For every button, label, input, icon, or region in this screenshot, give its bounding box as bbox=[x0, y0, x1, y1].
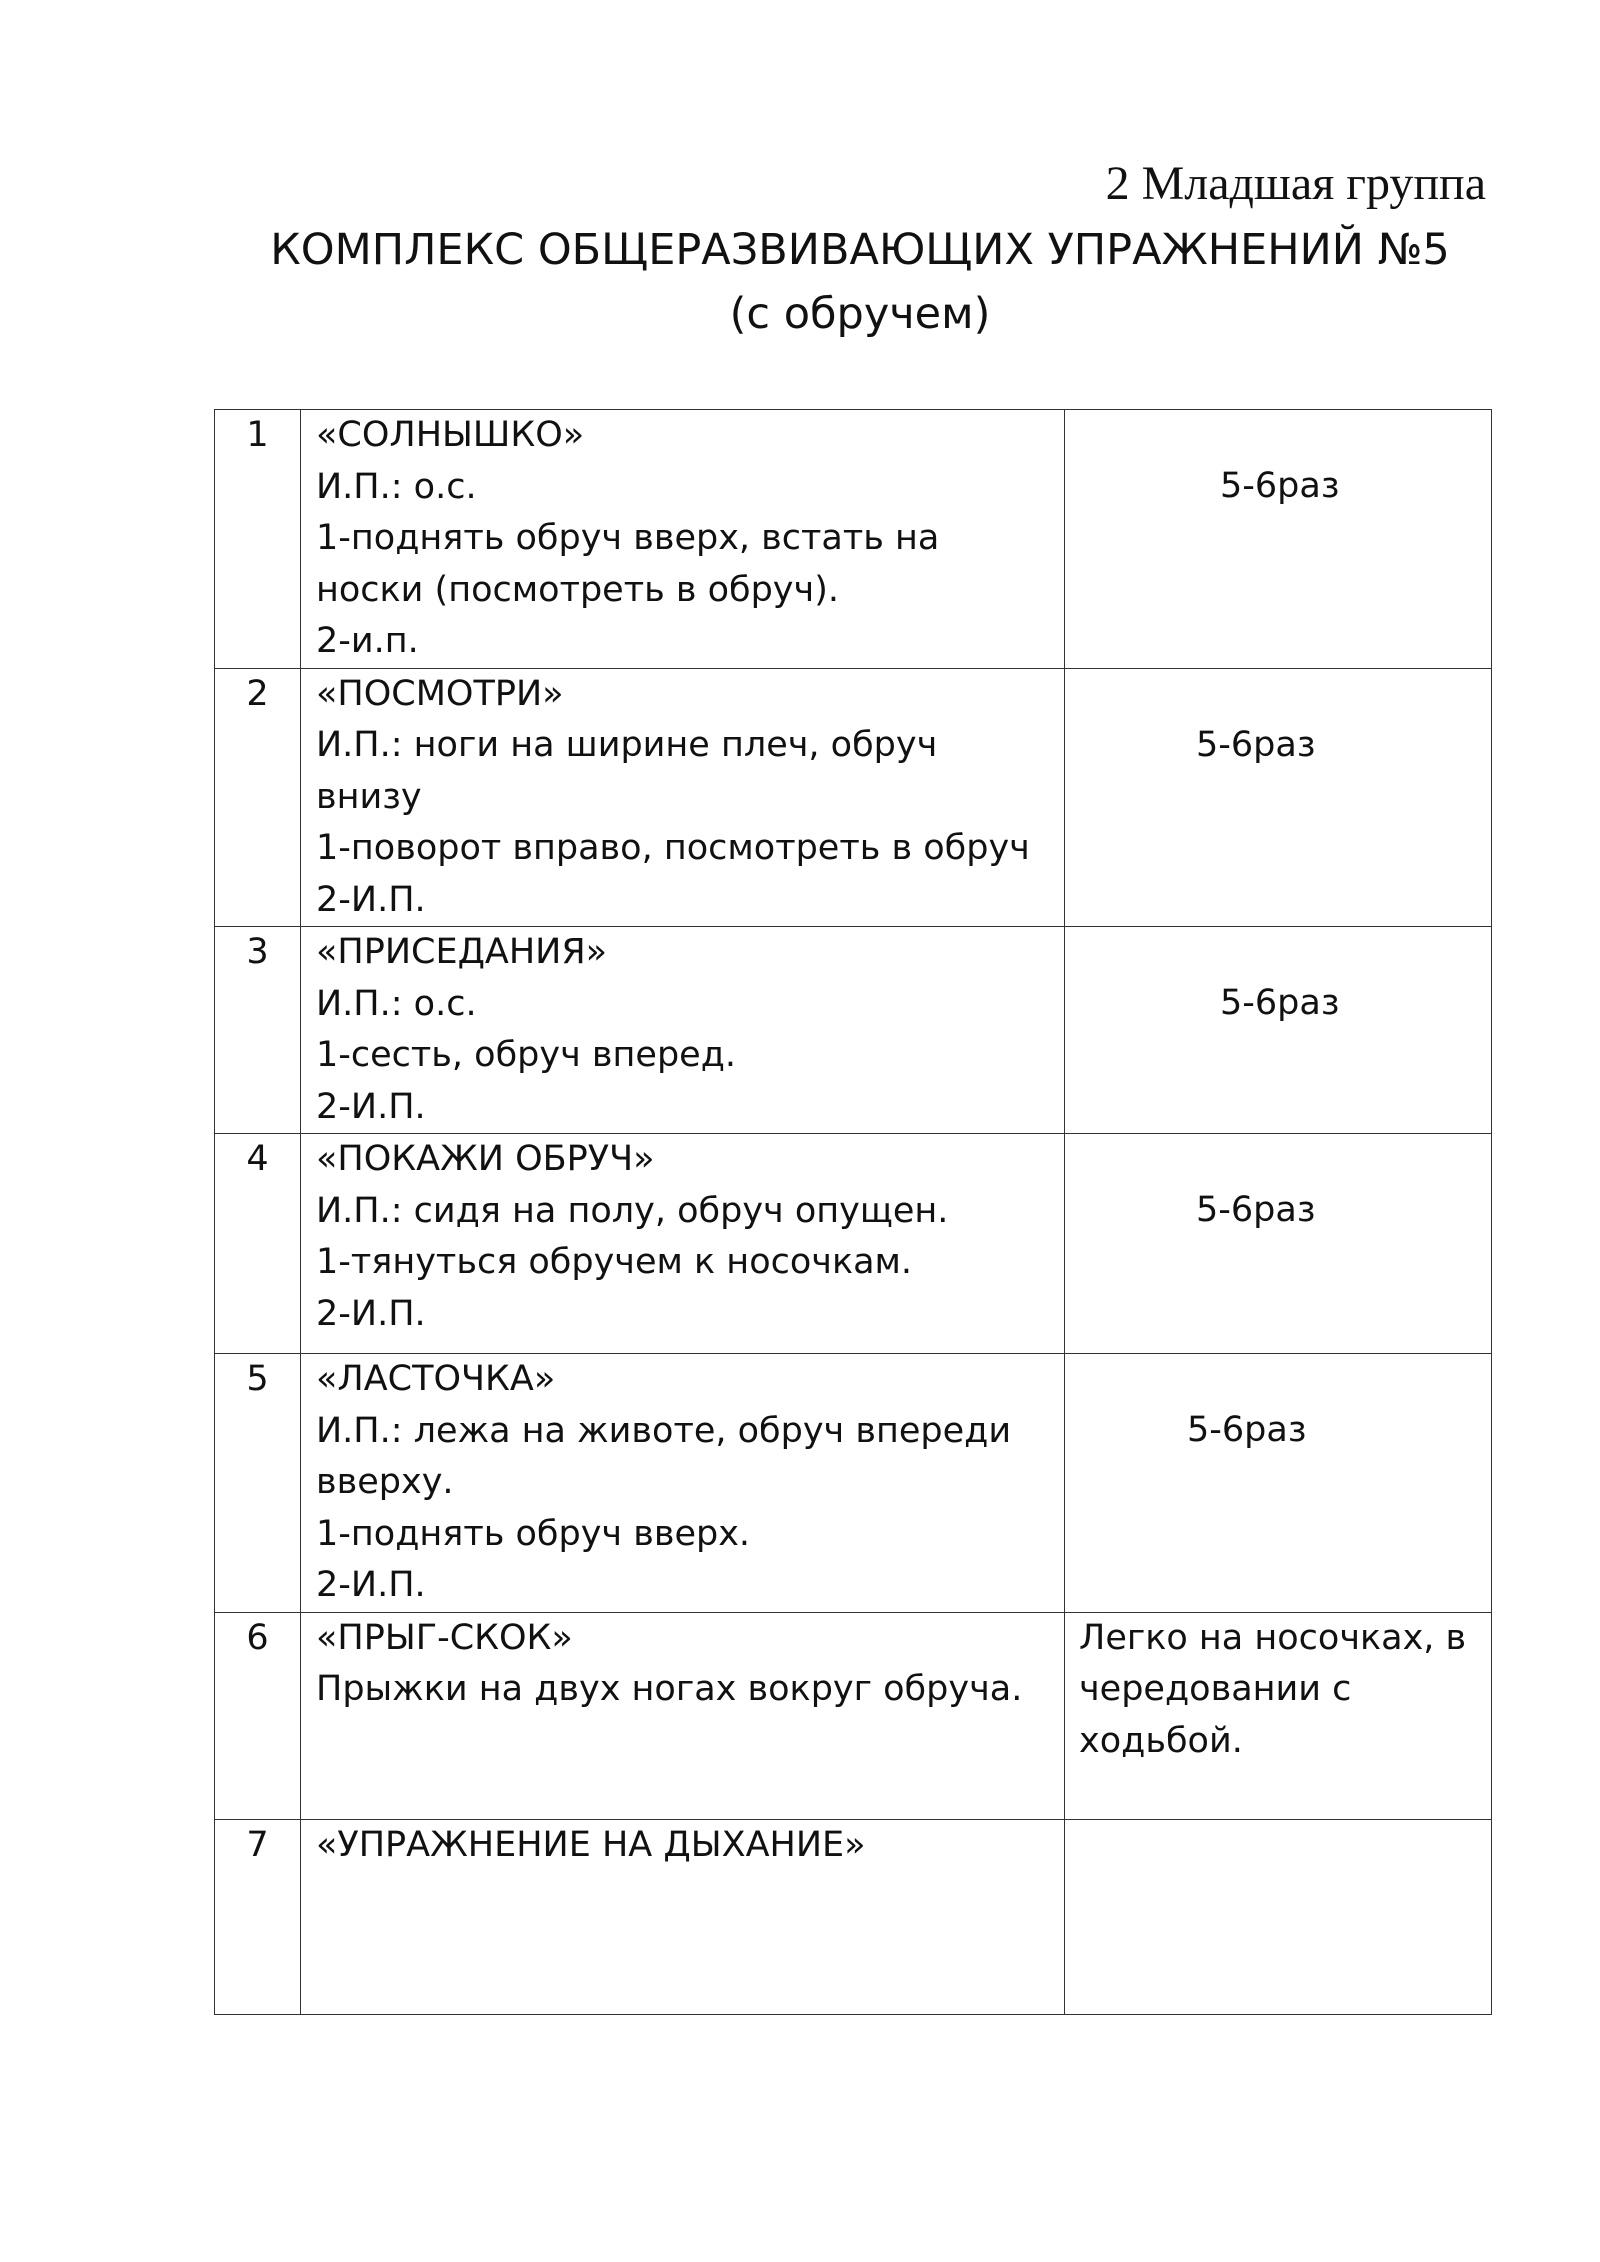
exercise-line: И.П.: ноги на ширине плеч, обруч bbox=[316, 725, 938, 765]
exercise-number: 5 bbox=[215, 1354, 301, 1613]
exercise-number: 1 bbox=[215, 410, 301, 669]
exercise-description bbox=[301, 927, 1065, 1134]
table-row bbox=[215, 927, 1492, 1134]
exercise-line: 2-И.П. bbox=[316, 1565, 426, 1605]
exercise-line: 1-тянуться обручем к носочкам. bbox=[316, 1242, 913, 1282]
exercise-line: Прыжки на двух ногах вокруг обруча. bbox=[316, 1669, 1023, 1709]
exercise-line: 2-И.П. bbox=[316, 1086, 426, 1127]
dose-line: чередовании с bbox=[1079, 1669, 1352, 1709]
dose-text: 5-6раз bbox=[1220, 466, 1340, 506]
exercise-line: 1-поднять обруч вверх. bbox=[316, 1513, 751, 1554]
dose-text bbox=[1065, 1613, 1491, 1768]
dose-text: 5-6раз bbox=[1220, 983, 1340, 1023]
dose-line: Легко на носочках, в bbox=[1079, 1617, 1467, 1658]
table-row bbox=[215, 1354, 1492, 1613]
exercise-description bbox=[301, 1819, 1065, 2014]
exercise-title: «ПОКАЖИ ОБРУЧ» bbox=[316, 1139, 655, 1179]
table-row bbox=[215, 1819, 1492, 2014]
exercise-line: 1-поднять обруч вверх, встать на bbox=[316, 518, 940, 558]
exercise-line: 2-И.П. bbox=[316, 1293, 426, 1334]
table-row bbox=[215, 1134, 1492, 1354]
exercise-title: «ПРИСЕДАНИЯ» bbox=[316, 932, 608, 972]
exercise-title: «УПРАЖНЕНИЕ НА ДЫХАНИЕ» bbox=[316, 1824, 866, 1865]
dose-line: ходьбой. bbox=[1079, 1720, 1243, 1761]
exercise-line: 1-сесть, обруч вперед. bbox=[316, 1035, 737, 1075]
exercise-dose bbox=[1065, 1354, 1492, 1613]
exercise-description bbox=[301, 1134, 1065, 1354]
exercise-table bbox=[214, 409, 1492, 2015]
exercise-description bbox=[301, 668, 1065, 927]
exercise-number: 7 bbox=[215, 1819, 301, 2014]
table-row bbox=[215, 668, 1492, 927]
table-row bbox=[215, 410, 1492, 669]
dose-text: 5-6раз bbox=[1196, 724, 1316, 765]
exercise-description bbox=[301, 410, 1065, 669]
exercise-number: 6 bbox=[215, 1612, 301, 1819]
exercise-line: И.П.: лежа на животе, обруч впереди bbox=[316, 1410, 1012, 1451]
dose-text: 5-6раз bbox=[1196, 1190, 1316, 1230]
exercise-line: И.П.: сидя на полу, обруч опущен. bbox=[316, 1190, 949, 1231]
exercise-title: «СОЛНЫШКО» bbox=[316, 415, 585, 455]
exercise-number: 2 bbox=[215, 668, 301, 927]
exercise-line: 2-и.п. bbox=[316, 621, 419, 661]
exercise-line: И.П.: о.с. bbox=[316, 466, 477, 507]
exercise-dose bbox=[1065, 1134, 1492, 1354]
exercise-description bbox=[301, 1354, 1065, 1613]
document-subtitle: (с обручем) bbox=[729, 289, 991, 339]
group-label: 2 Младшая группа bbox=[1105, 157, 1486, 210]
exercise-title: «ЛАСТОЧКА» bbox=[316, 1359, 556, 1399]
exercise-title: «ПРЫГ-СКОК» bbox=[316, 1617, 573, 1658]
exercise-number: 3 bbox=[215, 927, 301, 1134]
dose-text: 5-6раз bbox=[1187, 1410, 1307, 1450]
document-title: КОМПЛЕКС ОБЩЕРАЗВИВАЮЩИХ УПРАЖНЕНИЙ №5 bbox=[270, 225, 1450, 275]
exercise-dose bbox=[1065, 1819, 1492, 2014]
exercise-line: 2-И.П. bbox=[316, 879, 426, 920]
exercise-description bbox=[301, 1612, 1065, 1819]
exercise-line: носки (посмотреть в обруч). bbox=[316, 569, 839, 610]
exercise-title: «ПОСМОТРИ» bbox=[316, 673, 564, 714]
exercise-dose bbox=[1065, 1612, 1492, 1819]
exercise-dose bbox=[1065, 410, 1492, 669]
exercise-dose bbox=[1065, 668, 1492, 927]
exercise-line: вверху. bbox=[316, 1462, 454, 1502]
exercise-line: И.П.: о.с. bbox=[316, 983, 477, 1024]
exercise-dose bbox=[1065, 927, 1492, 1134]
exercise-line: внизу bbox=[316, 776, 422, 817]
exercise-number: 4 bbox=[215, 1134, 301, 1354]
table-row bbox=[215, 1612, 1492, 1819]
exercise-line: 1-поворот вправо, посмотреть в обруч bbox=[316, 828, 1030, 868]
